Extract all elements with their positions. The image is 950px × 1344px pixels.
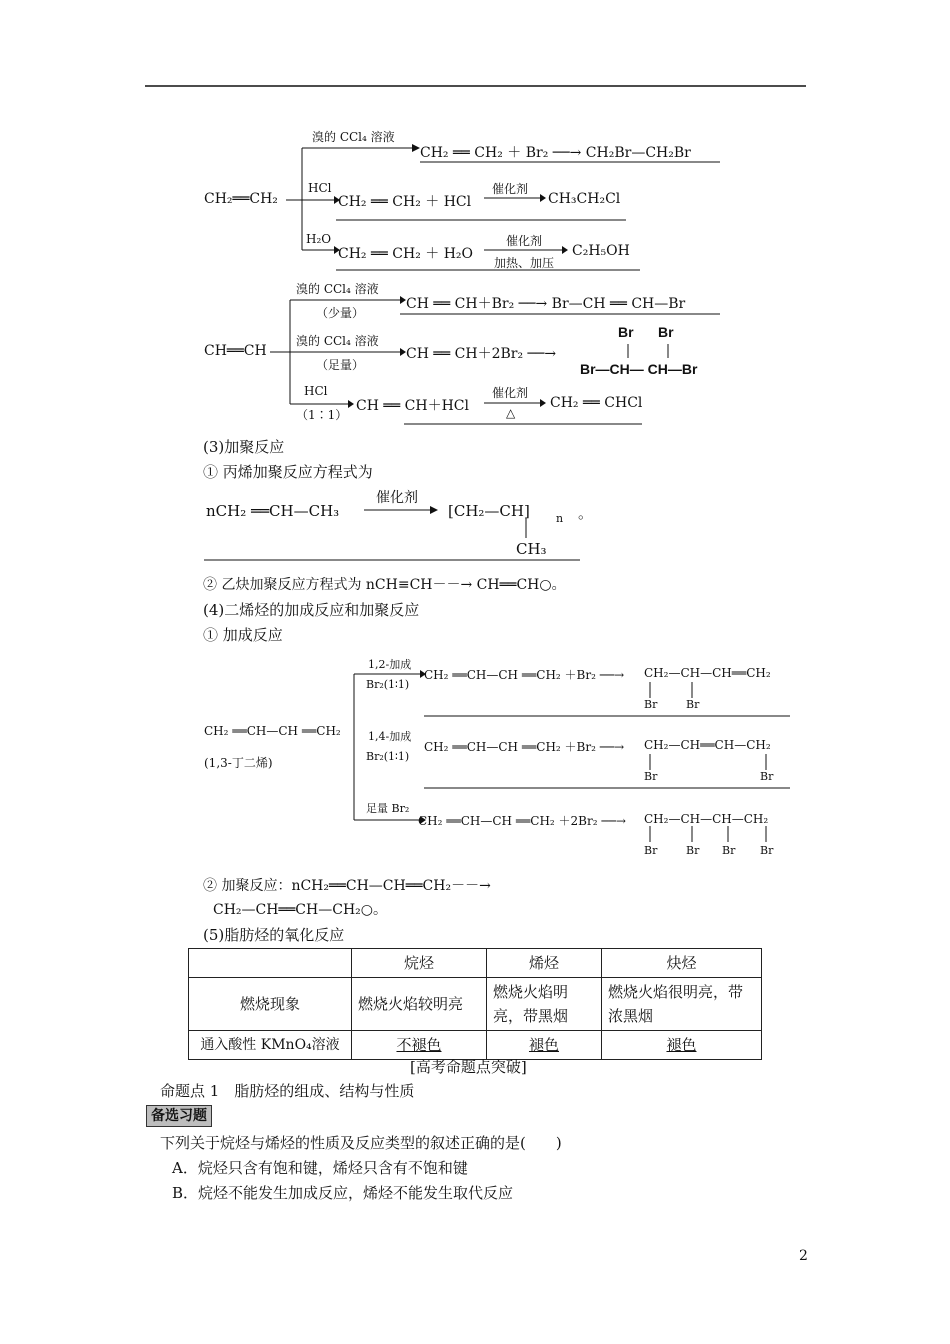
diene-14-br2: Br (760, 770, 774, 783)
diene-all-br1: Br (644, 844, 658, 857)
ethylene-r1-equation: CH₂ ══ CH₂ ＋ Br₂ ──→ CH₂Br—CH₂Br (420, 145, 691, 161)
diene-all-condition: 足量 Br₂ (366, 802, 410, 815)
table-cell: 燃烧现象 (189, 978, 352, 1031)
diene-all-equation: CH₂ ══CH—CH ══CH₂ ＋2Br₂ ──→ (418, 814, 626, 828)
section4-title: (4)二烯烃的加成反应和加聚反应 (203, 601, 420, 619)
propene-end: 。 (578, 504, 594, 522)
section4-item2b: CH₂—CH══CH—CH₂○。 (213, 902, 387, 918)
ethylene-r2-catalyst: 催化剂 (492, 182, 529, 196)
topic-heading: 命题点 1 脂肪烃的组成、结构与性质 (160, 1082, 415, 1100)
acetylene-r3-heat: △ (506, 406, 516, 420)
option-b: B．烷烃不能发生加成反应，烯烃不能发生取代反应 (172, 1184, 514, 1202)
ethylene-r3-equation: CH₂ ══ CH₂ ＋ H₂O (338, 246, 474, 262)
section5-title: (5)脂肪烃的氧化反应 (203, 926, 345, 944)
question-stem: 下列关于烷烃与烯烃的性质及反应类型的叙述正确的是( ) (160, 1134, 562, 1152)
acetylene-r2-br-top2: Br (658, 324, 674, 340)
ethylene-r3-catalyst: 催化剂 (506, 234, 543, 248)
ethylene-r3-condition: H₂O (306, 232, 332, 246)
section3-title: (3)加聚反应 (203, 438, 285, 456)
ethylene-r1-condition: 溴的 CCl₄ 溶液 (312, 130, 395, 144)
acetylene-r2-equation: CH ══ CH＋2Br₂ ──→ (406, 346, 557, 362)
ethylene-r2-equation: CH₂ ══ CH₂ ＋ HCl (338, 194, 472, 210)
section4-item2: ② 加聚反应：nCH₂══CH—CH══CH₂－－→ (203, 878, 491, 894)
badge-label: 备选习题 (146, 1105, 212, 1127)
acetylene-r2-br-top1: Br (618, 324, 634, 340)
page-number: 2 (799, 1248, 808, 1264)
table-header-row (189, 949, 762, 978)
table-cell: 燃烧火焰较明亮 (352, 978, 487, 1031)
table-cell: 通入酸性 KMnO₄溶液 (189, 1031, 352, 1060)
acetylene-r3-condition: HCl (304, 384, 328, 398)
diene-all-br3: Br (722, 844, 736, 857)
acetylene-r1-condition: 溴的 CCl₄ 溶液 (296, 282, 379, 296)
propene-catalyst: 催化剂 (376, 490, 418, 506)
diene-all-br4: Br (760, 844, 774, 857)
acetylene-r3-equation: CH ══ CH＋HCl (356, 398, 469, 414)
diene-12-product: CH₂—CH—CH══CH₂ (644, 666, 771, 680)
table-cell: 燃烧火焰很明亮，带浓黑烟 (602, 978, 762, 1031)
diene-name: (1,3-丁二烯) (204, 756, 273, 770)
acetylene-r2-product: Br—CH— CH—Br (580, 361, 698, 377)
diene-12-condition2: Br₂(1∶1) (366, 678, 410, 691)
table-header-cell: 烷烃 (352, 949, 487, 978)
breakthrough-heading: [高考命题点突破] (410, 1058, 527, 1076)
table-header-cell (189, 949, 352, 978)
diene-14-product: CH₂—CH══CH—CH₂ (644, 738, 771, 752)
table-row (189, 978, 762, 1031)
table-cell: 燃烧火焰明亮，带黑烟 (487, 978, 602, 1031)
acetylene-r3-product: CH₂ ══ CHCl (550, 395, 643, 411)
diene-all-product: CH₂—CH—CH—CH₂ (644, 812, 769, 826)
diene-reactant: CH₂ ══CH—CH ══CH₂ (204, 724, 341, 738)
ethylene-reactant: CH₂══CH₂ (204, 191, 278, 207)
acetylene-r1-amount: （少量） (316, 306, 365, 320)
table-cell: 褪色 (528, 1036, 559, 1054)
oxidation-table (188, 948, 762, 1060)
section3-item1: ① 丙烯加聚反应方程式为 (203, 463, 373, 481)
table-cell: 褪色 (666, 1036, 697, 1054)
diene-12-condition: 1,2-加成 (368, 658, 412, 671)
propene-polymer-n: n (556, 512, 564, 525)
table-cell: 不褪色 (396, 1036, 442, 1054)
diene-12-br2: Br (686, 698, 700, 711)
table-header-cell: 炔烃 (602, 949, 762, 978)
diene-14-condition: 1,4-加成 (368, 730, 412, 743)
ethylene-r3-product: C₂H₅OH (572, 243, 630, 259)
ethylene-r2-product: CH₃CH₂Cl (548, 191, 621, 207)
ethylene-r2-condition: HCl (308, 181, 332, 195)
diene-12-br1: Br (644, 698, 658, 711)
diene-14-equation: CH₂ ══CH—CH ══CH₂ ＋Br₂ ──→ (424, 740, 625, 754)
acetylene-r2-condition: 溴的 CCl₄ 溶液 (296, 334, 379, 348)
propene-branch: CH₃ (516, 540, 547, 558)
propene-equation-left: nCH₂ ══CH—CH₃ (206, 502, 340, 520)
acetylene-r2-amount: （足量） (316, 358, 365, 372)
section4-item1: ① 加成反应 (203, 626, 283, 644)
acetylene-r3-catalyst: 催化剂 (492, 386, 529, 400)
acetylene-r3-amount: （1∶1） (296, 408, 348, 422)
section3-item2: ② 乙炔加聚反应方程式为 nCH≡CH－－→ CH══CH○。 (203, 577, 566, 593)
table-header-cell: 烯烃 (487, 949, 602, 978)
diene-14-br1: Br (644, 770, 658, 783)
option-a: A．烷烃只含有饱和键，烯烃只含有不饱和键 (172, 1159, 468, 1177)
propene-polymer: [CH₂—CH] (448, 502, 530, 520)
diene-14-condition2: Br₂(1∶1) (366, 750, 410, 763)
acetylene-r1-equation: CH ══ CH＋Br₂ ──→ Br—CH ══ CH—Br (406, 296, 686, 312)
diene-all-br2: Br (686, 844, 700, 857)
ethylene-r3-condition2: 加热、加压 (494, 256, 555, 270)
acetylene-reactant: CH══CH (204, 343, 267, 359)
diene-12-equation: CH₂ ══CH—CH ══CH₂ ＋Br₂ ──→ (424, 668, 625, 682)
